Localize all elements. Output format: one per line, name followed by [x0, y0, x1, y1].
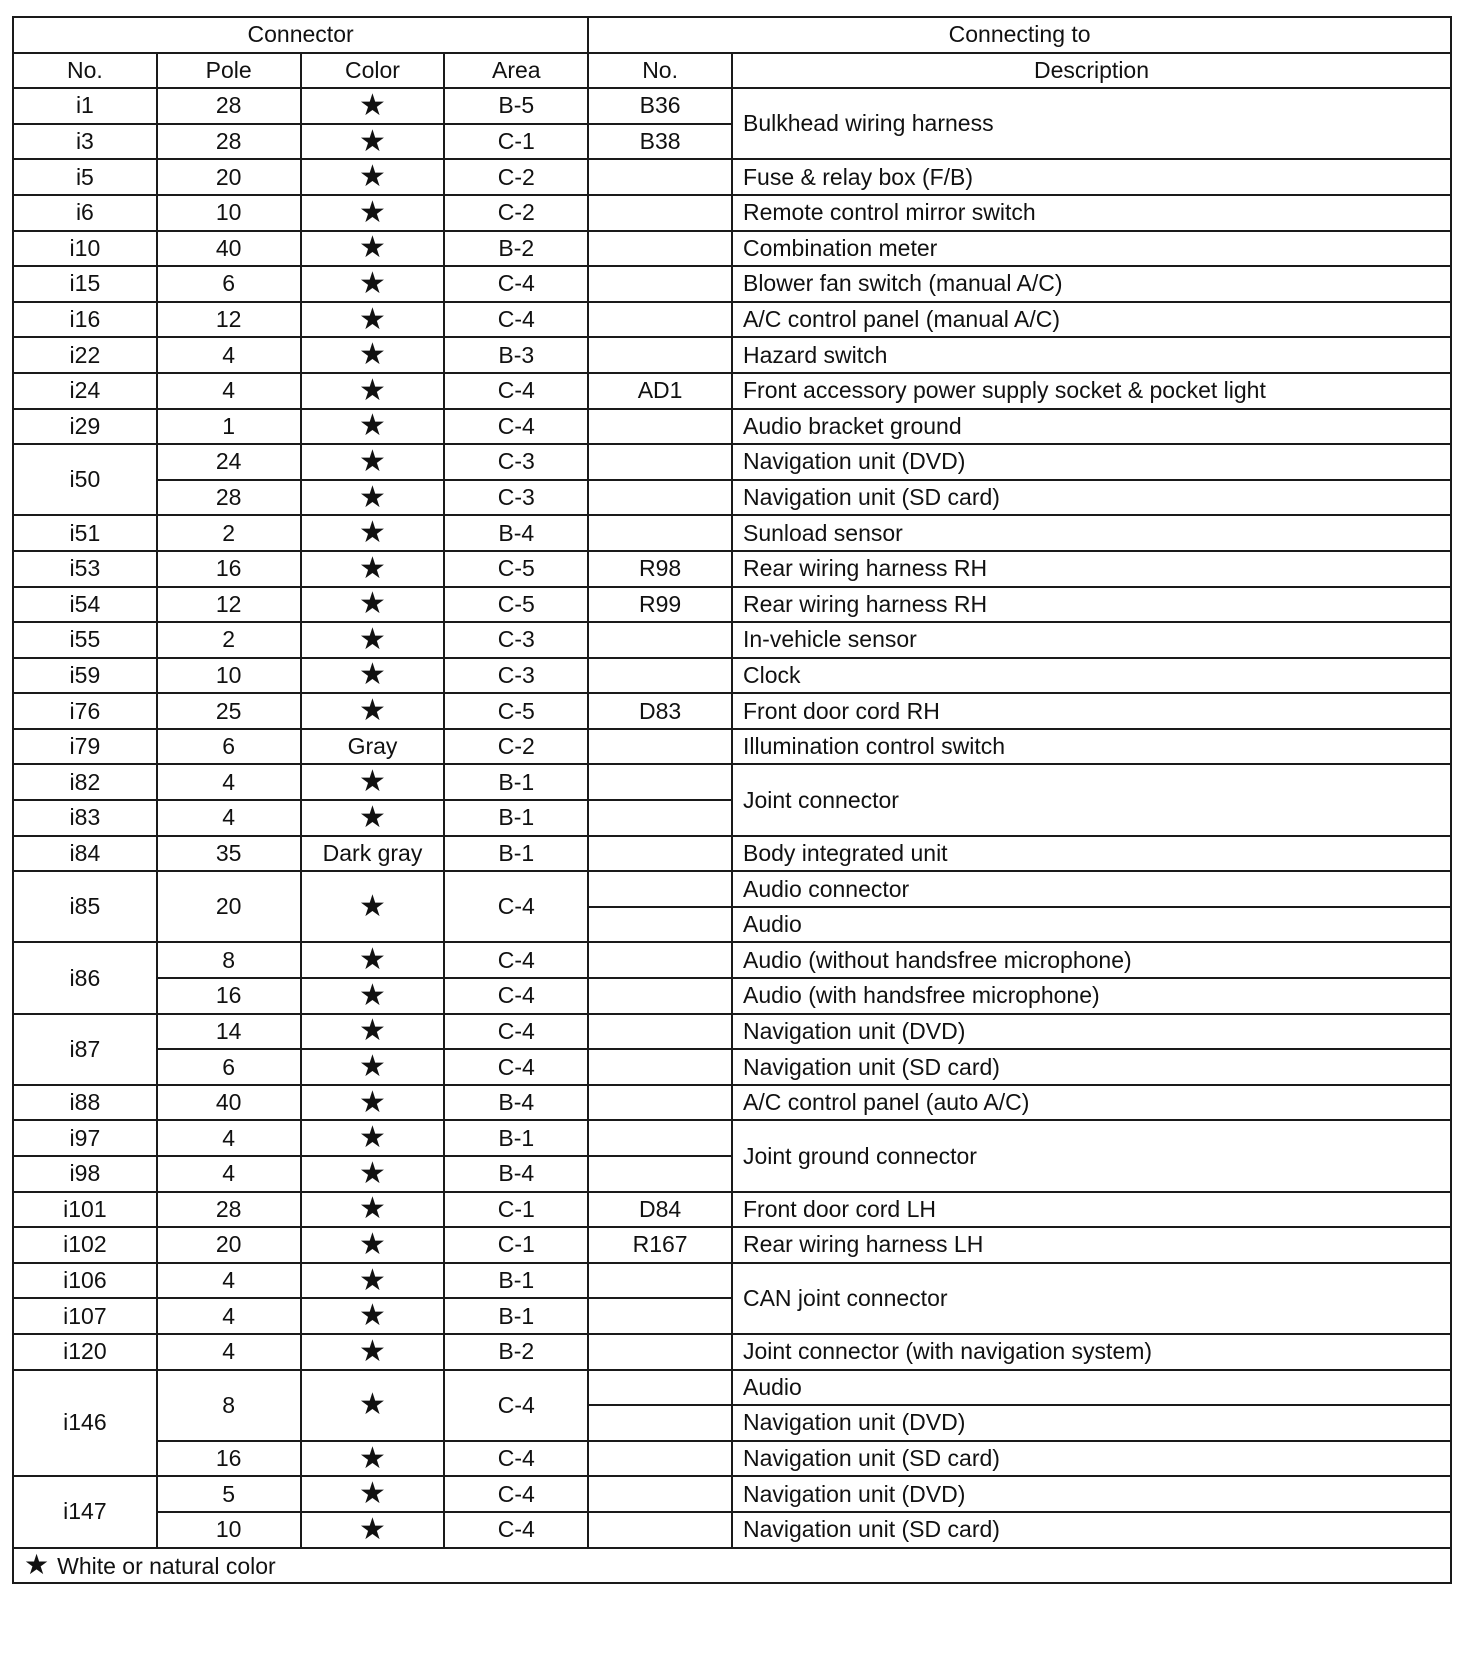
col-header-pole: Pole: [157, 53, 301, 89]
table-row: [13, 622, 1451, 658]
pole-cell: 20: [157, 871, 301, 942]
connector-no-cell: i55: [13, 622, 157, 658]
pole-cell: 10: [157, 658, 301, 694]
connecting-no-cell: [588, 1370, 732, 1406]
table-row: [13, 444, 1451, 480]
area-cell: B-3: [444, 337, 588, 373]
connector-no-cell: i24: [13, 373, 157, 409]
pole-cell: 4: [157, 337, 301, 373]
table-row: [13, 1120, 1451, 1156]
area-cell: B-1: [444, 1263, 588, 1299]
connecting-no-cell: [588, 266, 732, 302]
color-star-icon: ★: [301, 551, 445, 587]
connecting-no-cell: [588, 1441, 732, 1477]
color-star-icon: ★: [301, 1298, 445, 1334]
description-cell: In-vehicle sensor: [732, 622, 1451, 658]
pole-cell: 12: [157, 587, 301, 623]
color-star-icon: ★: [301, 337, 445, 373]
group-header-connector: Connector: [13, 17, 588, 53]
color-star-icon: ★: [301, 1334, 445, 1370]
color-star-icon: ★: [301, 587, 445, 623]
color-star-icon: ★: [301, 693, 445, 729]
connecting-no-cell: [588, 729, 732, 765]
pole-cell: 25: [157, 693, 301, 729]
color-star-icon: ★: [301, 231, 445, 267]
table-row: [13, 942, 1451, 978]
connecting-no-cell: [588, 764, 732, 800]
area-cell: C-3: [444, 480, 588, 516]
description-cell: Navigation unit (SD card): [732, 1441, 1451, 1477]
area-cell: C-3: [444, 658, 588, 694]
connector-no-cell: i88: [13, 1085, 157, 1121]
pole-cell: 4: [157, 373, 301, 409]
color-cell: Gray: [301, 729, 445, 765]
pole-cell: 4: [157, 764, 301, 800]
col-header-description: Description: [732, 53, 1451, 89]
table-row: [13, 871, 1451, 907]
table-row: [13, 764, 1451, 800]
pole-cell: 6: [157, 266, 301, 302]
connector-no-cell: i1: [13, 88, 157, 124]
connector-no-cell: i84: [13, 836, 157, 872]
connector-no-cell: i147: [13, 1476, 157, 1547]
color-star-icon: ★: [301, 1120, 445, 1156]
table-row: [13, 337, 1451, 373]
description-cell: Joint connector: [732, 764, 1451, 835]
color-star-icon: ★: [301, 1085, 445, 1121]
legend-row: [13, 1548, 1451, 1584]
pole-cell: 28: [157, 480, 301, 516]
connecting-no-cell: R167: [588, 1227, 732, 1263]
pole-cell: 4: [157, 1156, 301, 1192]
col-header-connecting-no: No.: [588, 53, 732, 89]
description-cell: Front door cord LH: [732, 1192, 1451, 1228]
table-row: [13, 729, 1451, 765]
pole-cell: 1: [157, 409, 301, 445]
connecting-no-cell: [588, 1120, 732, 1156]
pole-cell: 40: [157, 1085, 301, 1121]
column-header-row: [13, 53, 1451, 89]
legend-text: White or natural color: [57, 1552, 276, 1579]
connecting-no-cell: [588, 159, 732, 195]
pole-cell: 5: [157, 1476, 301, 1512]
connector-no-cell: i146: [13, 1370, 157, 1477]
area-cell: C-4: [444, 978, 588, 1014]
area-cell: C-4: [444, 1370, 588, 1441]
connecting-no-cell: [588, 978, 732, 1014]
connecting-no-cell: R99: [588, 587, 732, 623]
connecting-no-cell: [588, 942, 732, 978]
pole-cell: 14: [157, 1014, 301, 1050]
pole-cell: 24: [157, 444, 301, 480]
connector-no-cell: i51: [13, 515, 157, 551]
connecting-no-cell: [588, 836, 732, 872]
table-row: [13, 1334, 1451, 1370]
description-cell: Rear wiring harness RH: [732, 551, 1451, 587]
color-star-icon: ★: [301, 1014, 445, 1050]
area-cell: C-2: [444, 159, 588, 195]
pole-cell: 4: [157, 1298, 301, 1334]
color-cell: Dark gray: [301, 836, 445, 872]
color-star-icon: ★: [301, 658, 445, 694]
area-cell: B-4: [444, 1085, 588, 1121]
area-cell: C-3: [444, 444, 588, 480]
table-row: [13, 1476, 1451, 1512]
color-star-icon: ★: [301, 88, 445, 124]
area-cell: C-4: [444, 1049, 588, 1085]
description-cell: CAN joint connector: [732, 1263, 1451, 1334]
connecting-no-cell: [588, 444, 732, 480]
area-cell: C-4: [444, 373, 588, 409]
color-star-icon: ★: [301, 1441, 445, 1477]
description-cell: Navigation unit (DVD): [732, 444, 1451, 480]
connecting-no-cell: [588, 1512, 732, 1548]
pole-cell: 28: [157, 1192, 301, 1228]
connector-no-cell: i53: [13, 551, 157, 587]
table-row: [13, 587, 1451, 623]
description-cell: Rear wiring harness RH: [732, 587, 1451, 623]
description-cell: Front door cord RH: [732, 693, 1451, 729]
description-cell: Audio (with handsfree microphone): [732, 978, 1451, 1014]
description-cell: Navigation unit (SD card): [732, 1049, 1451, 1085]
col-header-no: No.: [13, 53, 157, 89]
description-cell: Bulkhead wiring harness: [732, 88, 1451, 159]
pole-cell: 4: [157, 1263, 301, 1299]
table-row: [13, 480, 1451, 516]
description-cell: A/C control panel (auto A/C): [732, 1085, 1451, 1121]
pole-cell: 2: [157, 622, 301, 658]
pole-cell: 20: [157, 1227, 301, 1263]
pole-cell: 6: [157, 729, 301, 765]
color-star-icon: ★: [301, 373, 445, 409]
area-cell: B-2: [444, 231, 588, 267]
table-row: [13, 1085, 1451, 1121]
connecting-no-cell: D83: [588, 693, 732, 729]
color-star-icon: ★: [301, 978, 445, 1014]
color-star-icon: ★: [301, 942, 445, 978]
description-cell: Hazard switch: [732, 337, 1451, 373]
pole-cell: 16: [157, 1441, 301, 1477]
connecting-no-cell: [588, 409, 732, 445]
color-star-icon: ★: [301, 266, 445, 302]
color-star-icon: ★: [301, 764, 445, 800]
connecting-no-cell: [588, 1298, 732, 1334]
description-cell: Remote control mirror switch: [732, 195, 1451, 231]
area-cell: C-4: [444, 409, 588, 445]
connector-no-cell: i97: [13, 1120, 157, 1156]
description-cell: Fuse & relay box (F/B): [732, 159, 1451, 195]
connecting-no-cell: [588, 302, 732, 338]
pole-cell: 6: [157, 1049, 301, 1085]
table-row: [13, 1227, 1451, 1263]
color-star-icon: ★: [301, 302, 445, 338]
connecting-no-cell: [588, 515, 732, 551]
description-cell: Blower fan switch (manual A/C): [732, 266, 1451, 302]
description-cell: A/C control panel (manual A/C): [732, 302, 1451, 338]
legend-cell: [13, 1548, 1451, 1584]
table-row: [13, 409, 1451, 445]
color-star-icon: ★: [301, 1512, 445, 1548]
pole-cell: 12: [157, 302, 301, 338]
color-star-icon: ★: [301, 195, 445, 231]
description-cell: Navigation unit (DVD): [732, 1476, 1451, 1512]
table-row: [13, 1014, 1451, 1050]
connector-no-cell: i102: [13, 1227, 157, 1263]
table-row: [13, 836, 1451, 872]
connector-table: [12, 16, 1452, 1584]
description-cell: Illumination control switch: [732, 729, 1451, 765]
connecting-no-cell: R98: [588, 551, 732, 587]
connecting-no-cell: [588, 1085, 732, 1121]
description-cell: Audio: [732, 907, 1451, 943]
description-cell: Joint ground connector: [732, 1120, 1451, 1191]
area-cell: C-4: [444, 1441, 588, 1477]
connector-no-cell: i120: [13, 1334, 157, 1370]
table-row: [13, 1441, 1451, 1477]
col-header-area: Area: [444, 53, 588, 89]
connecting-no-cell: [588, 1334, 732, 1370]
color-star-icon: ★: [301, 480, 445, 516]
connector-no-cell: i15: [13, 266, 157, 302]
color-star-icon: ★: [301, 622, 445, 658]
col-header-color: Color: [301, 53, 445, 89]
connector-no-cell: i86: [13, 942, 157, 1013]
table-row: [13, 658, 1451, 694]
area-cell: C-1: [444, 1227, 588, 1263]
connector-no-cell: i29: [13, 409, 157, 445]
pole-cell: 40: [157, 231, 301, 267]
table-row: [13, 1192, 1451, 1228]
color-star-icon: ★: [301, 515, 445, 551]
table-row: [13, 1263, 1451, 1299]
area-cell: C-4: [444, 1512, 588, 1548]
pole-cell: 35: [157, 836, 301, 872]
description-cell: Navigation unit (DVD): [732, 1014, 1451, 1050]
description-cell: Clock: [732, 658, 1451, 694]
description-cell: Front accessory power supply socket & pocket light: [732, 373, 1451, 409]
description-cell: Audio bracket ground: [732, 409, 1451, 445]
area-cell: C-2: [444, 729, 588, 765]
table-row: [13, 1049, 1451, 1085]
connecting-no-cell: [588, 907, 732, 943]
pole-cell: 4: [157, 1334, 301, 1370]
pole-cell: 8: [157, 942, 301, 978]
connector-no-cell: i79: [13, 729, 157, 765]
connector-no-cell: i85: [13, 871, 157, 942]
area-cell: C-4: [444, 942, 588, 978]
area-cell: C-4: [444, 1476, 588, 1512]
table-row: [13, 1370, 1451, 1406]
pole-cell: 28: [157, 88, 301, 124]
description-cell: Body integrated unit: [732, 836, 1451, 872]
table-row: [13, 302, 1451, 338]
description-cell: Joint connector (with navigation system): [732, 1334, 1451, 1370]
connecting-no-cell: [588, 337, 732, 373]
connector-table-container: [12, 16, 1452, 1584]
area-cell: C-5: [444, 551, 588, 587]
connecting-no-cell: [588, 480, 732, 516]
color-star-icon: ★: [301, 871, 445, 942]
connector-no-cell: i59: [13, 658, 157, 694]
connecting-no-cell: B36: [588, 88, 732, 124]
connecting-no-cell: [588, 622, 732, 658]
area-cell: C-1: [444, 124, 588, 160]
table-row: [13, 373, 1451, 409]
table-row: [13, 231, 1451, 267]
table-row: [13, 978, 1451, 1014]
table-row: [13, 693, 1451, 729]
group-header-connecting-to: Connecting to: [588, 17, 1451, 53]
connecting-no-cell: [588, 1014, 732, 1050]
connector-no-cell: i54: [13, 587, 157, 623]
color-star-icon: ★: [301, 1263, 445, 1299]
area-cell: B-2: [444, 1334, 588, 1370]
pole-cell: 20: [157, 159, 301, 195]
connecting-no-cell: [588, 800, 732, 836]
area-cell: C-4: [444, 266, 588, 302]
area-cell: B-1: [444, 1298, 588, 1334]
description-cell: Navigation unit (SD card): [732, 480, 1451, 516]
color-star-icon: ★: [301, 1227, 445, 1263]
pole-cell: 4: [157, 1120, 301, 1156]
connecting-no-cell: [588, 1156, 732, 1192]
description-cell: Audio connector: [732, 871, 1451, 907]
connecting-no-cell: [588, 1263, 732, 1299]
connecting-no-cell: D84: [588, 1192, 732, 1228]
area-cell: B-1: [444, 1120, 588, 1156]
color-star-icon: ★: [301, 444, 445, 480]
pole-cell: 28: [157, 124, 301, 160]
area-cell: C-2: [444, 195, 588, 231]
connector-no-cell: i5: [13, 159, 157, 195]
table-row: [13, 159, 1451, 195]
connecting-no-cell: [588, 1405, 732, 1441]
connector-no-cell: i107: [13, 1298, 157, 1334]
area-cell: C-4: [444, 871, 588, 942]
connector-no-cell: i106: [13, 1263, 157, 1299]
connector-no-cell: i101: [13, 1192, 157, 1228]
connecting-no-cell: [588, 195, 732, 231]
area-cell: B-4: [444, 515, 588, 551]
connector-no-cell: i82: [13, 764, 157, 800]
area-cell: C-3: [444, 622, 588, 658]
star-icon: ★: [24, 1548, 50, 1580]
connecting-no-cell: [588, 871, 732, 907]
table-row: [13, 88, 1451, 124]
connecting-no-cell: [588, 1476, 732, 1512]
color-star-icon: ★: [301, 1049, 445, 1085]
connector-no-cell: i10: [13, 231, 157, 267]
color-star-icon: ★: [301, 800, 445, 836]
color-star-icon: ★: [301, 159, 445, 195]
color-star-icon: ★: [301, 1476, 445, 1512]
area-cell: B-1: [444, 836, 588, 872]
area-cell: C-1: [444, 1192, 588, 1228]
area-cell: B-4: [444, 1156, 588, 1192]
group-header-row: [13, 17, 1451, 53]
connecting-no-cell: [588, 658, 732, 694]
color-star-icon: ★: [301, 1370, 445, 1441]
connector-no-cell: i22: [13, 337, 157, 373]
description-cell: Audio: [732, 1370, 1451, 1406]
connector-no-cell: i76: [13, 693, 157, 729]
table-row: [13, 266, 1451, 302]
connector-no-cell: i6: [13, 195, 157, 231]
description-cell: Navigation unit (DVD): [732, 1405, 1451, 1441]
description-cell: Navigation unit (SD card): [732, 1512, 1451, 1548]
connecting-no-cell: [588, 231, 732, 267]
connector-no-cell: i50: [13, 444, 157, 515]
area-cell: B-5: [444, 88, 588, 124]
connecting-no-cell: AD1: [588, 373, 732, 409]
table-row: [13, 551, 1451, 587]
area-cell: B-1: [444, 764, 588, 800]
table-row: [13, 515, 1451, 551]
pole-cell: 8: [157, 1370, 301, 1441]
pole-cell: 10: [157, 1512, 301, 1548]
connector-no-cell: i16: [13, 302, 157, 338]
description-cell: Rear wiring harness LH: [732, 1227, 1451, 1263]
table-row: [13, 195, 1451, 231]
color-star-icon: ★: [301, 1192, 445, 1228]
description-cell: Sunload sensor: [732, 515, 1451, 551]
connector-table-body: [13, 88, 1451, 1547]
area-cell: C-4: [444, 302, 588, 338]
area-cell: B-1: [444, 800, 588, 836]
connecting-no-cell: [588, 1049, 732, 1085]
color-star-icon: ★: [301, 1156, 445, 1192]
color-star-icon: ★: [301, 124, 445, 160]
area-cell: C-5: [444, 693, 588, 729]
area-cell: C-5: [444, 587, 588, 623]
connector-no-cell: i87: [13, 1014, 157, 1085]
pole-cell: 16: [157, 551, 301, 587]
area-cell: C-4: [444, 1014, 588, 1050]
pole-cell: 2: [157, 515, 301, 551]
pole-cell: 16: [157, 978, 301, 1014]
connector-no-cell: i98: [13, 1156, 157, 1192]
color-star-icon: ★: [301, 409, 445, 445]
table-row: [13, 1512, 1451, 1548]
description-cell: Combination meter: [732, 231, 1451, 267]
connector-no-cell: i83: [13, 800, 157, 836]
connector-no-cell: i3: [13, 124, 157, 160]
pole-cell: 4: [157, 800, 301, 836]
connecting-no-cell: B38: [588, 124, 732, 160]
description-cell: Audio (without handsfree microphone): [732, 942, 1451, 978]
pole-cell: 10: [157, 195, 301, 231]
